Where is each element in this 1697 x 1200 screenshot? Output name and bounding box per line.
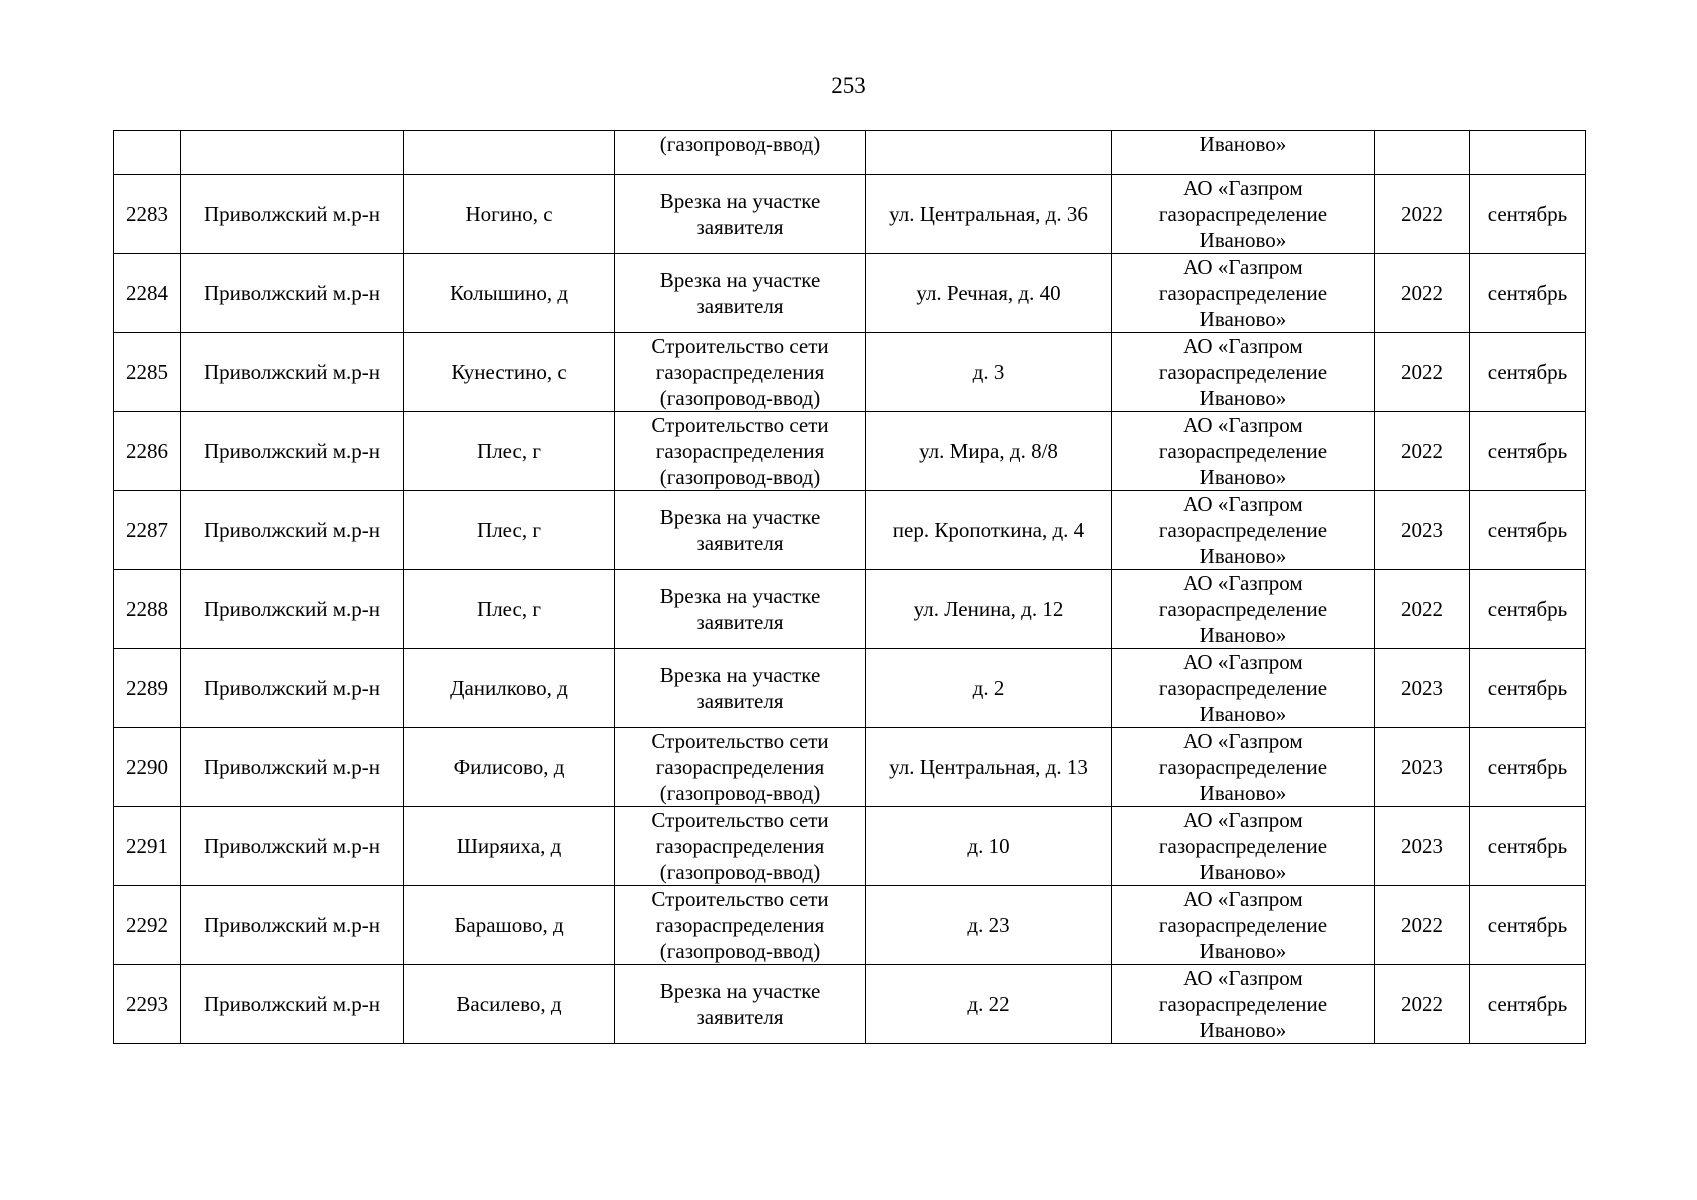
cell-organization: АО «Газпром газораспределение Иваново» [1112, 491, 1375, 570]
cell-district: Приволжский м.р-н [181, 491, 404, 570]
cell-district: Приволжский м.р-н [181, 728, 404, 807]
cell-locality: Плес, г [404, 570, 615, 649]
cell-number: 2286 [114, 412, 181, 491]
cell-organization: Иваново» [1112, 131, 1375, 175]
cell-organization: АО «Газпром газораспределение Иваново» [1112, 649, 1375, 728]
registry-table [113, 130, 1586, 1044]
cell-work-type: Врезка на участке заявителя [615, 175, 866, 254]
cell-month: сентябрь [1470, 886, 1586, 965]
cell-address: ул. Центральная, д. 36 [866, 175, 1112, 254]
cell-district: Приволжский м.р-н [181, 886, 404, 965]
cell-month: сентябрь [1470, 570, 1586, 649]
table-row [114, 886, 1586, 965]
cell-number: 2293 [114, 965, 181, 1044]
table-row [114, 965, 1586, 1044]
cell-locality: Кунестино, с [404, 333, 615, 412]
cell-district: Приволжский м.р-н [181, 254, 404, 333]
cell-locality: Филисово, д [404, 728, 615, 807]
cell-address: д. 2 [866, 649, 1112, 728]
cell-organization: АО «Газпром газораспределение Иваново» [1112, 886, 1375, 965]
cell-month: сентябрь [1470, 807, 1586, 886]
cell-address: ул. Мира, д. 8/8 [866, 412, 1112, 491]
table-row [114, 333, 1586, 412]
cell-number: 2287 [114, 491, 181, 570]
cell-year: 2022 [1375, 175, 1470, 254]
cell-year: 2022 [1375, 886, 1470, 965]
table-row [114, 570, 1586, 649]
cell-address: пер. Кропоткина, д. 4 [866, 491, 1112, 570]
table-row [114, 649, 1586, 728]
table-row [114, 807, 1586, 886]
cell-locality: Плес, г [404, 412, 615, 491]
cell-work-type: Врезка на участке заявителя [615, 570, 866, 649]
cell-number: 2283 [114, 175, 181, 254]
cell-organization: АО «Газпром газораспределение Иваново» [1112, 412, 1375, 491]
cell-month: сентябрь [1470, 728, 1586, 807]
cell-organization: АО «Газпром газораспределение Иваново» [1112, 254, 1375, 333]
cell-locality: Василево, д [404, 965, 615, 1044]
cell-year: 2023 [1375, 807, 1470, 886]
cell-work-type: Строительство сети газораспределения (газопровод-ввод) [615, 886, 866, 965]
cell-year: 2023 [1375, 491, 1470, 570]
cell-address: ул. Центральная, д. 13 [866, 728, 1112, 807]
cell-district: Приволжский м.р-н [181, 807, 404, 886]
cell-address: ул. Речная, д. 40 [866, 254, 1112, 333]
cell-number: 2285 [114, 333, 181, 412]
cell-district [181, 131, 404, 175]
cell-address: д. 22 [866, 965, 1112, 1044]
cell-year: 2022 [1375, 412, 1470, 491]
cell-address: д. 23 [866, 886, 1112, 965]
cell-year [1375, 131, 1470, 175]
cell-month [1470, 131, 1586, 175]
table-row [114, 412, 1586, 491]
cell-month: сентябрь [1470, 412, 1586, 491]
cell-district: Приволжский м.р-н [181, 333, 404, 412]
cell-work-type: Врезка на участке заявителя [615, 491, 866, 570]
cell-number: 2292 [114, 886, 181, 965]
cell-district: Приволжский м.р-н [181, 175, 404, 254]
table-row [114, 175, 1586, 254]
cell-locality: Ногино, с [404, 175, 615, 254]
cell-district: Приволжский м.р-н [181, 570, 404, 649]
cell-organization: АО «Газпром газораспределение Иваново» [1112, 333, 1375, 412]
cell-address [866, 131, 1112, 175]
table-row [114, 728, 1586, 807]
cell-organization: АО «Газпром газораспределение Иваново» [1112, 570, 1375, 649]
cell-address: д. 3 [866, 333, 1112, 412]
cell-locality: Ширяиха, д [404, 807, 615, 886]
table-row [114, 491, 1586, 570]
cell-work-type: Строительство сети газораспределения (газопровод-ввод) [615, 412, 866, 491]
cell-month: сентябрь [1470, 965, 1586, 1044]
cell-month: сентябрь [1470, 333, 1586, 412]
cell-locality: Плес, г [404, 491, 615, 570]
cell-number: 2290 [114, 728, 181, 807]
cell-year: 2022 [1375, 333, 1470, 412]
cell-year: 2022 [1375, 965, 1470, 1044]
cell-number: 2288 [114, 570, 181, 649]
table-row [114, 254, 1586, 333]
cell-address: д. 10 [866, 807, 1112, 886]
cell-locality: Данилково, д [404, 649, 615, 728]
cell-organization: АО «Газпром газораспределение Иваново» [1112, 965, 1375, 1044]
cell-work-type: Строительство сети газораспределения (газопровод-ввод) [615, 807, 866, 886]
cell-year: 2022 [1375, 570, 1470, 649]
cell-locality: Колышино, д [404, 254, 615, 333]
cell-work-type: (газопровод-ввод) [615, 131, 866, 175]
cell-district: Приволжский м.р-н [181, 965, 404, 1044]
cell-district: Приволжский м.р-н [181, 649, 404, 728]
cell-work-type: Врезка на участке заявителя [615, 254, 866, 333]
cell-number: 2289 [114, 649, 181, 728]
cell-locality: Барашово, д [404, 886, 615, 965]
table-body [114, 131, 1586, 1044]
cell-year: 2023 [1375, 649, 1470, 728]
cell-district: Приволжский м.р-н [181, 412, 404, 491]
cell-work-type: Врезка на участке заявителя [615, 649, 866, 728]
cell-work-type: Строительство сети газораспределения (газопровод-ввод) [615, 728, 866, 807]
cell-work-type: Строительство сети газораспределения (газопровод-ввод) [615, 333, 866, 412]
cell-year: 2023 [1375, 728, 1470, 807]
continuation-row [114, 131, 1586, 175]
cell-month: сентябрь [1470, 491, 1586, 570]
cell-month: сентябрь [1470, 649, 1586, 728]
cell-year: 2022 [1375, 254, 1470, 333]
cell-organization: АО «Газпром газораспределение Иваново» [1112, 807, 1375, 886]
cell-number [114, 131, 181, 175]
cell-organization: АО «Газпром газораспределение Иваново» [1112, 175, 1375, 254]
cell-number: 2284 [114, 254, 181, 333]
cell-month: сентябрь [1470, 175, 1586, 254]
cell-locality [404, 131, 615, 175]
cell-month: сентябрь [1470, 254, 1586, 333]
cell-address: ул. Ленина, д. 12 [866, 570, 1112, 649]
page-number: 253 [831, 73, 866, 98]
cell-number: 2291 [114, 807, 181, 886]
cell-work-type: Врезка на участке заявителя [615, 965, 866, 1044]
cell-organization: АО «Газпром газораспределение Иваново» [1112, 728, 1375, 807]
